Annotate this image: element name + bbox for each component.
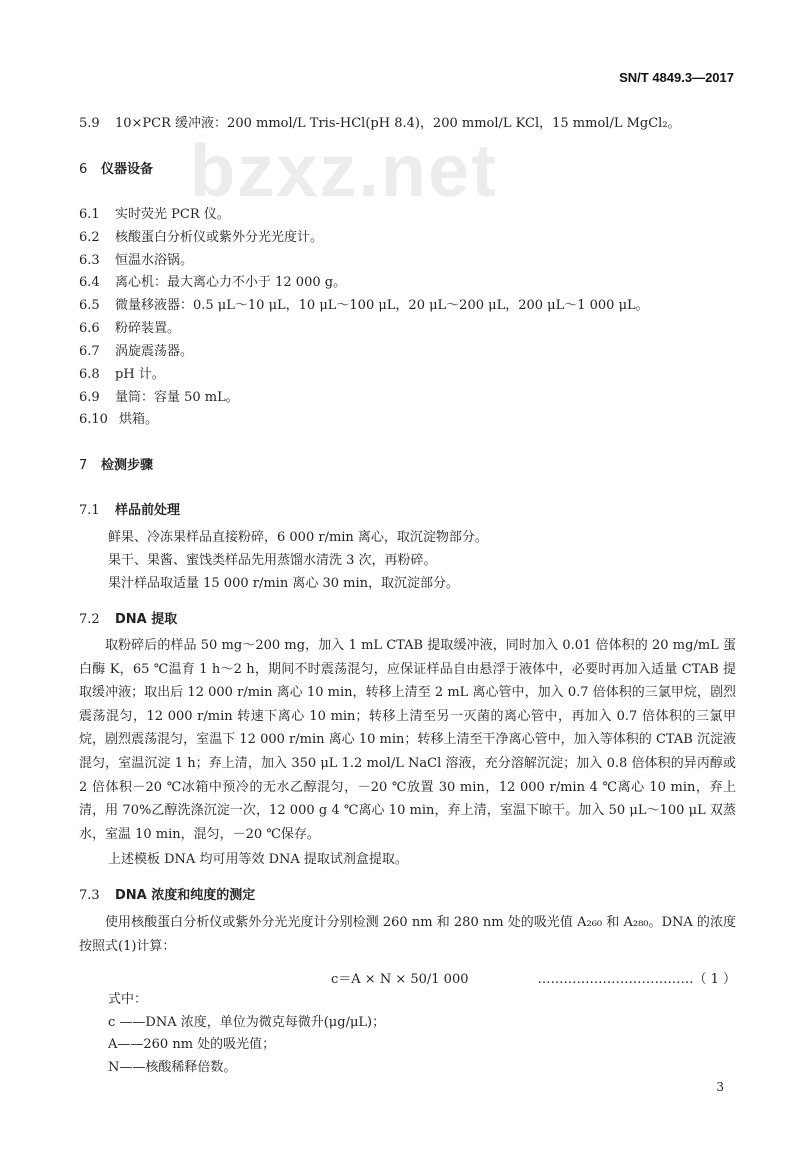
clause-6-2 xyxy=(79,230,323,246)
section-title: 仪器设备 xyxy=(101,162,154,177)
clause-number: 6.5 xyxy=(79,298,100,313)
clause-text: 恒温水浴锅。 xyxy=(115,253,194,268)
formula-number: ………………………………（ 1 ） xyxy=(537,972,736,987)
definition-n: N——核酸稀释倍数。 xyxy=(108,1060,237,1075)
clause-6-10 xyxy=(79,412,158,428)
page-number: 3 xyxy=(716,1080,724,1094)
clause-text: 10×PCR 缓冲液：200 mmol/L Tris-HCl(pH 8.4)，200 mmol/L KCl，15 mmol/L MgCl₂。 xyxy=(115,116,681,131)
pretreatment-line: 果汁样品取适量 15 000 r/min 离心 30 min，取沉淀部分。 xyxy=(108,576,460,591)
clause-7-2-heading xyxy=(79,612,177,628)
clause-text: 量筒：容量 50 mL。 xyxy=(115,390,239,405)
clause-6-3 xyxy=(79,253,193,269)
clause-number: 7.1 xyxy=(79,503,100,518)
clause-6-6 xyxy=(79,321,180,337)
section-7-heading xyxy=(79,458,153,474)
dna-extraction-note: 上述模板 DNA 均可用等效 DNA 提取试剂盒提取。 xyxy=(108,852,408,867)
clause-number: 6.7 xyxy=(79,344,100,359)
clause-6-7 xyxy=(79,344,193,360)
clause-text: 粉碎装置。 xyxy=(115,321,181,336)
clause-text: 烘箱。 xyxy=(119,412,159,427)
clause-6-9 xyxy=(79,390,239,406)
section-6-heading xyxy=(79,162,153,178)
clause-6-8 xyxy=(79,367,165,383)
clause-number: 5.9 xyxy=(79,116,100,131)
section-title: 检测步骤 xyxy=(101,458,154,473)
pretreatment-line: 鲜果、冷冻果样品直接粉碎，6 000 r/min 离心，取沉淀物部分。 xyxy=(108,530,488,545)
dna-extraction-paragraph: 取粉碎后的样品 50 mg～200 mg，加入 1 mL CTAB 提取缓冲液，同时加入 0.01 倍体积的 20 mg/mL 蛋白酶 K，65 ℃温育 1 h～2 h，期间不时震荡混匀，应保证样品自由悬浮于液体中，必要时再加入适量 CTAB 提取缓冲液；取出后 12 000 r/min 离心 10 min，转移上清至 2 mL 离心管中，加入 0.7 倍体积的三氯甲烷，剧烈震荡混匀，12 000 r/min 转速下离心 10 min；转移上清至另一灭菌的离心管中，再加入 0.7 倍体积的三氯甲烷，剧烈震荡混匀，室温下 12 000 r/min 离心 10 min；转移上清至干净离心管中，加入等体积的 CTAB 沉淀液混匀，室温沉淀 1 h；弃上清，加入 350 μL 1.2 mol/L NaCl 溶液，充分溶解沉淀；加入 0.8 倍体积的异丙醇或 2 倍体积－20 ℃冰箱中预冷的无水乙醇混匀，－20 ℃放置 30 min，12 000 r/min 4 ℃离心 10 min，弃上清，用 70%乙醇洗涤沉淀一次，12 000 g 4 ℃离心 10 min，弃上清，室温下晾干。加入 50 μL～100 μL 双蒸水，室温 10 min，混匀，－20 ℃保存。 xyxy=(79,638,736,842)
section-number: 7 xyxy=(79,458,88,473)
where-label: 式中： xyxy=(108,992,148,1007)
standard-code: SN/T 4849.3—2017 xyxy=(619,70,734,85)
clause-5-9 xyxy=(79,116,681,132)
clause-number: 6.2 xyxy=(79,230,100,245)
clause-7-1-heading xyxy=(79,503,180,519)
watermark: bzxz.net xyxy=(190,129,498,212)
clause-7-3-heading xyxy=(79,888,255,904)
clause-6-4 xyxy=(79,275,346,291)
definition-c: c ——DNA 浓度，单位为微克每微升(μg/μL)； xyxy=(108,1015,386,1030)
clause-text: 核酸蛋白分析仪或紫外分光光度计。 xyxy=(115,230,324,245)
clause-text: 实时荧光 PCR 仪。 xyxy=(115,207,230,222)
clause-number: 7.3 xyxy=(79,888,100,903)
clause-title: DNA 提取 xyxy=(115,612,178,627)
clause-title: DNA 浓度和纯度的测定 xyxy=(115,888,256,903)
clause-title: 样品前处理 xyxy=(115,503,181,518)
clause-number: 6.9 xyxy=(79,390,100,405)
clause-6-5 xyxy=(79,298,649,314)
clause-number: 6.6 xyxy=(79,321,100,336)
clause-6-1 xyxy=(79,207,230,223)
clause-number: 6.8 xyxy=(79,367,100,382)
clause-number: 7.2 xyxy=(79,612,100,627)
clause-text: 涡旋震荡器。 xyxy=(115,344,194,359)
formula: c＝A × N × 50/1 000 xyxy=(331,972,469,987)
clause-number: 6.4 xyxy=(79,275,100,290)
pretreatment-line: 果干、果酱、蜜饯类样品先用蒸馏水清洗 3 次，再粉碎。 xyxy=(108,553,437,568)
clause-text: pH 计。 xyxy=(115,367,165,382)
dna-measurement-paragraph: 使用核酸蛋白分析仪或紫外分光光度计分别检测 260 nm 和 280 nm 处的吸光值 A₂₆₀ 和 A₂₈₀。DNA 的浓度按照式(1)计算： xyxy=(79,915,736,954)
section-number: 6 xyxy=(79,162,88,177)
clause-number: 6.1 xyxy=(79,207,100,222)
clause-number: 6.10 xyxy=(79,412,108,427)
clause-text: 离心机：最大离心力不小于 12 000 g。 xyxy=(115,275,347,290)
clause-number: 6.3 xyxy=(79,253,100,268)
clause-text: 微量移液器：0.5 μL～10 μL，10 μL～100 μL，20 μL～200 μL，200 μL～1 000 μL。 xyxy=(115,298,649,313)
definition-a: A——260 nm 处的吸光值； xyxy=(108,1037,276,1052)
